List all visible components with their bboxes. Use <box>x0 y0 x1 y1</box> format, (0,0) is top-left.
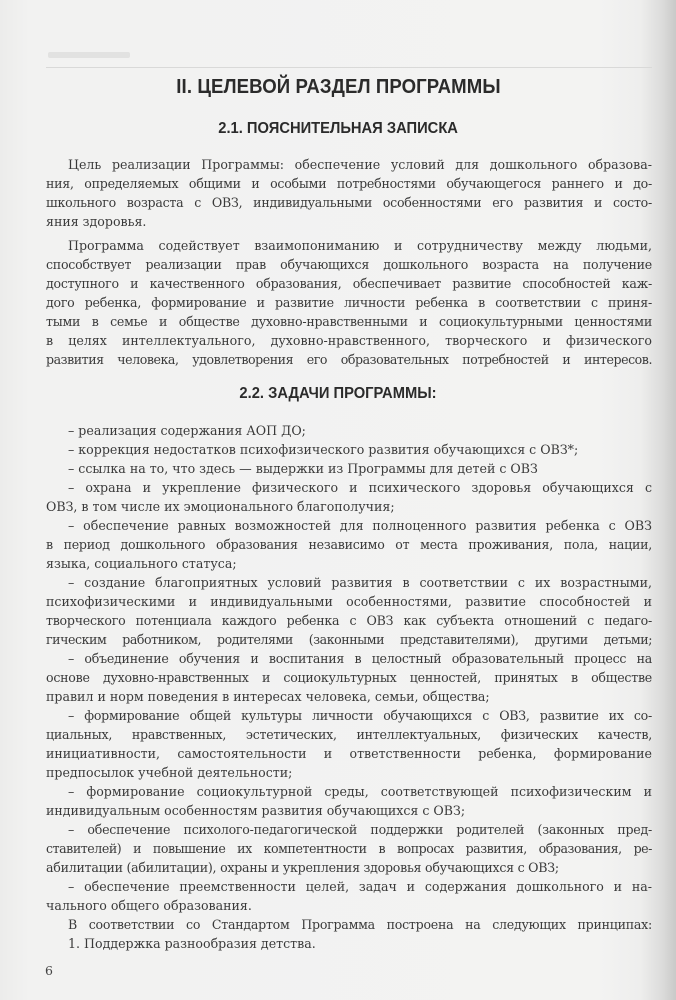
text-line: школьного возраста с ОВЗ, индивидуальными особенностями его развития и состо- <box>46 195 652 210</box>
text-line: развития человека, удовлетворения его образовательных потребностей и интересов. <box>46 352 652 367</box>
list-item: – ссылка на то, что здесь — выдержки из Программы для детей с ОВЗ <box>68 461 538 476</box>
list-item: – формирование общей культуры личности обучающихся с ОВЗ, развитие их со- <box>68 708 652 723</box>
text-line: яния здоровья. <box>46 214 147 229</box>
text-line: языка, социального статуса; <box>46 556 237 571</box>
text-line: абилитации (абилитации), охраны и укрепления здоровья обучающихся с ОВЗ; <box>46 860 559 875</box>
subsection-title-program-tasks: 2.2. ЗАДАЧИ ПРОГРАММЫ: <box>239 385 437 402</box>
text-line: доступного и качественного образования, обеспечивает развитие способностей каж- <box>46 276 652 291</box>
text-line: тыми в семье и обществе духовно-нравственными и социокультурными ценностями <box>46 314 652 329</box>
text-line: инициативности, самостоятельности и ответственности ребенка, формирование <box>46 746 652 761</box>
text-line: чального общего образования. <box>46 898 252 913</box>
subsection-title-explanatory-note: 2.1. ПОЯСНИТЕЛЬНАЯ ЗАПИСКА <box>218 120 458 137</box>
text-line: В соответствии со Стандартом Программа построена на следующих принципах: <box>68 917 652 932</box>
show-through-header-mark <box>48 52 130 58</box>
list-item: – создание благоприятных условий развития в соответствии с их возрастными, <box>68 575 652 590</box>
text-line: основе духовно-нравственных и социокультурных ценностей, принятых в обществе <box>46 670 652 685</box>
text-line: ОВЗ, в том числе их эмоционального благополучия; <box>46 499 395 514</box>
text-line: правил и норм поведения в интересах человека, семьи, общества; <box>46 689 490 704</box>
show-through-header-rule <box>46 67 652 68</box>
text-line: циальных, нравственных, эстетических, интеллектуальных, физических качеств, <box>46 727 652 742</box>
list-item: – обеспечение преемственности целей, задач и содержания дошкольного и на- <box>68 879 652 894</box>
page-number: 6 <box>45 963 53 978</box>
text-line: Цель реализации Программы: обеспечение условий для дошкольного образова- <box>68 157 652 172</box>
list-item: – реализация содержания АОП ДО; <box>68 423 306 438</box>
text-line: ставителей) и повышение их компетентности в вопросах развития, образования, ре- <box>46 841 652 856</box>
section-title: II. ЦЕЛЕВОЙ РАЗДЕЛ ПРОГРАММЫ <box>176 76 501 98</box>
list-item: – коррекция недостатков психофизического развития обучающихся с ОВЗ*; <box>68 442 579 457</box>
list-item: – обеспечение равных возможностей для полноценного развития ребенка с ОВЗ <box>68 518 652 533</box>
text-line: в целях интеллектуального, духовно-нравственного, творческого и физического <box>46 333 652 348</box>
text-line: предпосылок учебной деятельности; <box>46 765 293 780</box>
text-line: Программа содействует взаимопониманию и сотрудничеству между людьми, <box>68 238 652 253</box>
text-line: ния, определяемых общими и особыми потребностями обучающегося раннего и до- <box>46 176 652 191</box>
text-line: в период дошкольного образования независимо от места проживания, пола, нации, <box>46 537 652 552</box>
text-line: дого ребенка, формирование и развитие личности ребенка в соответствии с приня- <box>46 295 652 310</box>
text-line: способствует реализации прав обучающихся дошкольного возраста на получение <box>46 257 652 272</box>
list-item: – объединение обучения и воспитания в целостный образовательный процесс на <box>68 651 652 666</box>
text-line: гическим работником, родителями (законными представителями), другими детьми; <box>46 632 652 647</box>
list-item: – охрана и укрепление физического и психического здоровья обучающихся с <box>68 480 652 495</box>
text-line: индивидуальным особенностям развития обучающихся с ОВЗ; <box>46 803 466 818</box>
text-line: психофизическими и индивидуальными особенностями, развитие способностей и <box>46 594 652 609</box>
text-line: творческого потенциала каждого ребенка с ОВЗ как субъекта отношений с педаго- <box>46 613 652 628</box>
list-item: – формирование социокультурной среды, соответствующей психофизическим и <box>68 784 652 799</box>
list-item: – обеспечение психолого-педагогической поддержки родителей (законных пред- <box>68 822 652 837</box>
list-item: 1. Поддержка разнообразия детства. <box>68 936 316 951</box>
